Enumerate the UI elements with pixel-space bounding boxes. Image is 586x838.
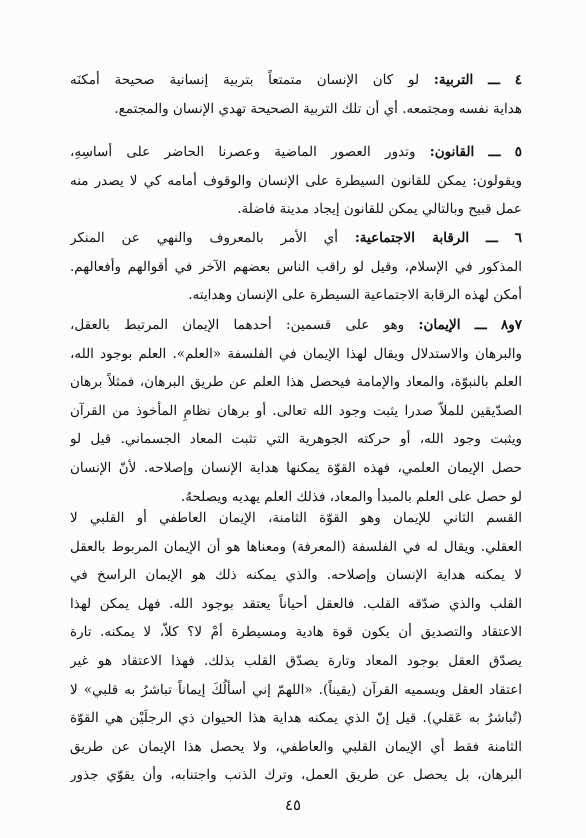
item-dash: ـــ [488,72,500,88]
item-number: ٥ [514,144,522,160]
paragraph-line: حصل الإيمان العلمي، فهذه القوّة يمكنها هداية الإنسان وإصلاحه. لأنّ الإنسان [70,459,522,476]
paragraph-line: والبرهان والاستدلال ويقال لهذا الإيمان في الفلسفة «العلم». العلم بوجود الله، [70,345,522,362]
paragraph-line: ويقولون: يمكن للقانون السيطرة على الإنسان والوقوف أمامه كي لا يصدر منه [70,172,522,189]
item-dash: ـــ [488,144,501,160]
paragraph-line: الاعتقاد والتصديق أن يكون قوة هادية ومسيطرة أمْ لا؟ كلاّ، لا يمكنه. تارة [70,624,522,641]
paragraph-line: (تُباشرُ به عَقلي). قيل إنّ الذي يمكنه هداية هذا الحيوان ذي الرجلَيْن هي القوّة [70,710,522,727]
paragraph-line [70,311,522,340]
paragraph-line [70,66,522,95]
line-text: وتدور العصور الماضية وعصرنا الحاضر على أساسِهِ، [70,144,416,160]
paragraph-line: هداية نفسه ومجتمعه. أي أن تلك التربية الصحيحة تهدي الإنسان والمجتمع. [114,100,522,117]
item-heading: التربية: [433,72,474,88]
paragraph-line: لو حصل على العلم بالمبدأ والمعاد، فذلك العلم يهديه ويصلحهُ. [180,488,522,505]
paragraph-line: الصدّيقين للملاّ صدرا يثبت وجود الله تعالى. أو برهان نظامِ المأخوذ من القرآن [70,402,522,419]
paragraph-line: العلم بالنبوّة، والمعاد والإمامة فيحصل هذا العلم عن طريق البرهان، فمثلاً برهان [70,374,522,391]
paragraph-social-control [70,224,522,310]
paragraph-line: ويثبت وجود الله، أو حركته الجوهرية التي تثبت المعاد الجسماني. قيل لو [70,431,522,448]
paragraph-line: يصدّق العقل بوجود المعاد وتارة يصدّق القلب بذلك. فهذا الاعتقاد هو غير [70,652,522,669]
line-text: أي الأمر بالمعروف والنهي عن المنكر [70,230,338,246]
paragraph-law [70,138,522,224]
item-number: ٤ [514,72,522,88]
item-number: ٦ [514,230,522,246]
item-heading: الرقابة الاجتماعية: [354,230,470,246]
item-dash: ـــ [486,230,498,246]
item-number: ٧و٨ [500,317,522,333]
paragraph-line: القسم الثاني للإيمان وهو القوّة الثامنة، الإيمان العاطفي أو القلبي لا [70,510,522,526]
paragraph-line: البرهان، بل يحصل عن طريق العمل، وترك الذنب واجتنابه، وأن يقوّي جذور [70,767,522,784]
paragraph-line: أمكن لهذه الرقابة الاجتماعية السيطرة على الإنسان وهدايته. [188,287,522,304]
paragraph-education [70,66,522,123]
item-dash: ـــ [474,317,487,333]
paragraph-line [70,138,522,167]
paragraph-line [70,224,522,253]
paragraph-second-faith [70,504,522,790]
item-heading: القانون: [429,144,475,160]
paragraph-line: الثامنة فقط أي الإيمان القلبي والعاطفي، ولا يحصل هذا الإيمان عن طريق [70,738,522,755]
paragraph-line: المذكور في الإسلام، وقيل لو راقب الناس بعضهم الآخر في أقوالهم وأفعالهم. [70,258,522,275]
line-text: لو كان الإنسان متمتعاً بتربية إنسانية صحيحة أمكنَه [70,72,420,88]
paragraph-line: لا يمكنه هداية الإنسان وإصلاحه. والذي يمكنه ذلك هو الإيمان الراسخ في [70,567,522,584]
paragraph-line: اعتقاد العقل ويسميه القرآن (يقيناً). «اللهمّ إني أسألُكَ إيماناً تباشرُ به قلبي» لا [70,681,522,698]
line-text: وهو على قسمين: أحدهما الإيمان المرتبط بالعقل، [70,317,405,333]
item-heading: الإيمان: [418,317,461,333]
paragraph-line: عمل قبيح وبالتالي يمكن للقانون إيجاد مدينة فاضلة. [237,201,522,218]
paragraph-line: العقلي. ويقال له في الفلسفة (المعرفة) ومعناها هو أن الإيمان المربوط بالعقل [70,538,522,555]
paragraph-line: القلب والذي صدّقه القلب. فالعقل أحياناً يعتقد بوجود الله. فهل يمكن لهذا [70,595,522,612]
page-number: ٤٥ [284,796,302,814]
paragraph-faith [70,311,522,511]
